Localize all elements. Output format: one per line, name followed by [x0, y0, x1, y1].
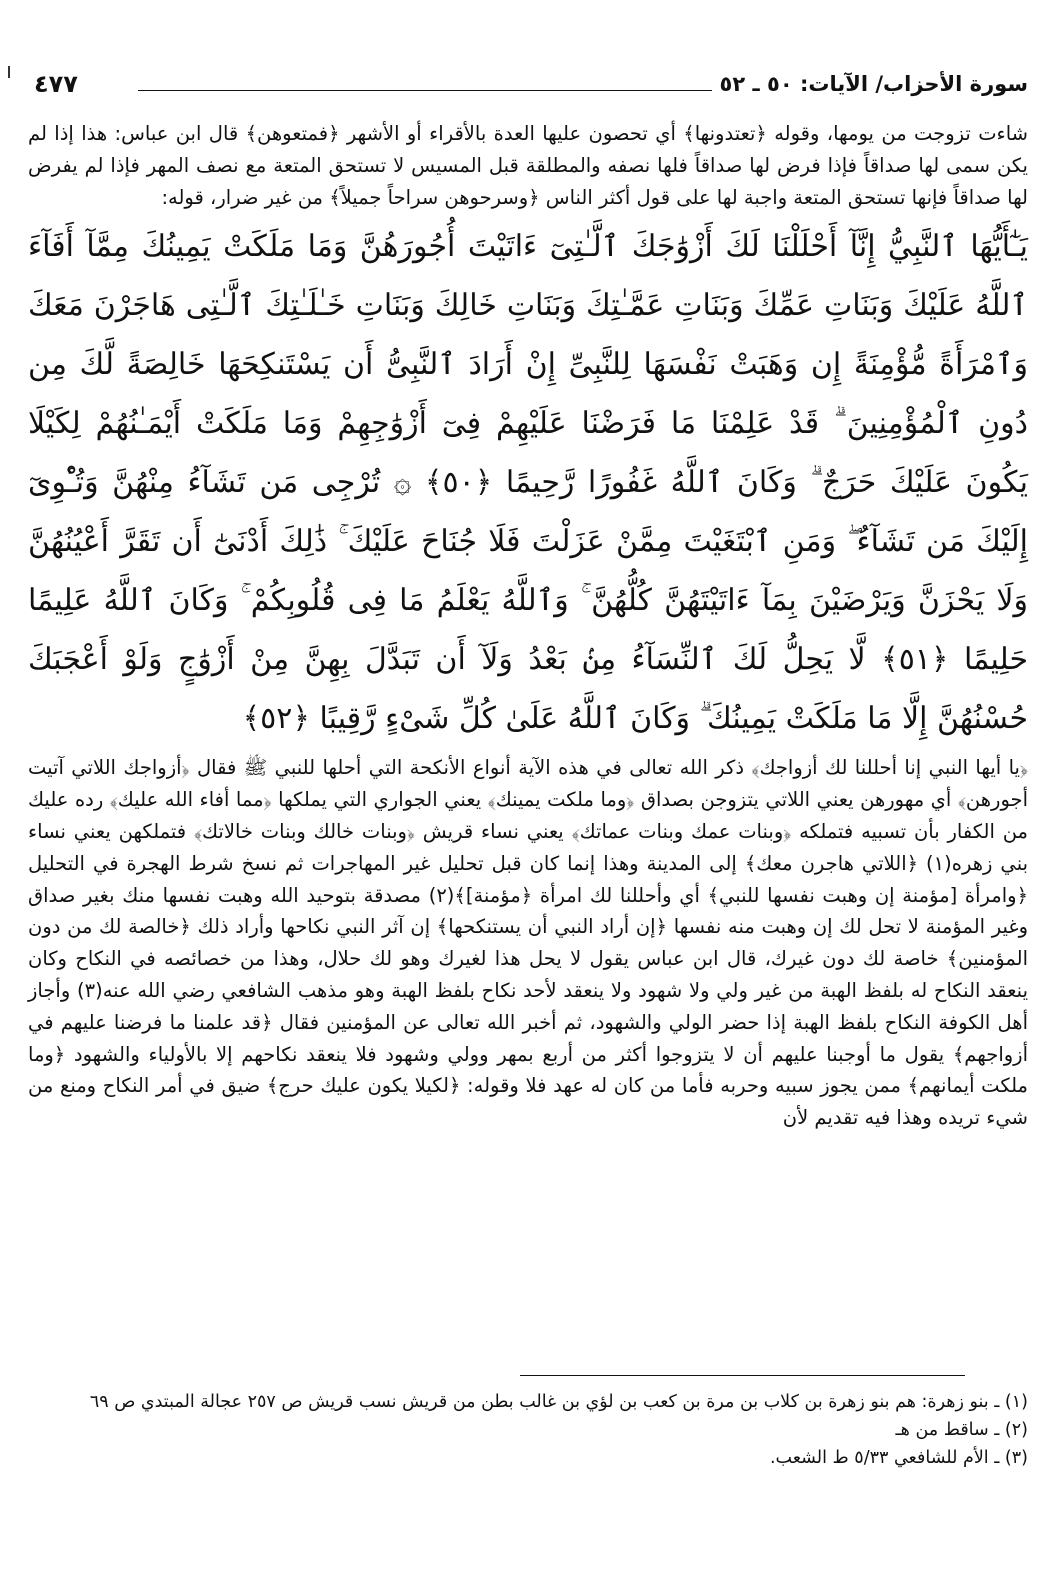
footnote-2: (٢) ـ ساقط من هـ	[895, 1420, 1028, 1440]
commentary-paragraph: ﴿يا أيها النبي إنا أحللنا لك أزواجك﴾ ذكر الله تعالى في هذه الآية أنواع الأنكحة التي أحلها للنبي ﷺ فقال ﴿أزواجك اللاتي آتيت أجورهن﴾ أي مهورهن يعني اللاتي يتزوجن بصداق ﴿وما ملكت يمينك﴾ يعني الجواري التي يملكها ﴿مما أفاء الله عليك﴾ رده عليك من الكفار بأن تسبيه فتملكه ﴿وبنات عمك وبنات عماتك﴾ يعني نساء قريش ﴿وبنات خالك وبنات خالاتك﴾ فتملكهن يعني نساء بني زهره(١) ﴿اللاتي هاجرن معك﴾ إلى المدينة وهذا إنما كان قبل تحليل غير المهاجرات ثم نسخ شرط الهجرة في التحليل ﴿وامرأة [مؤمنة إن وهبت نفسها للنبي﴾ أي وأحللنا لك امرأة ﴿مؤمنة]﴾(٢) مصدقة بتوحيد الله وهبت نفسها منك بغير صداق وغير المؤمنة لا تحل لك إن وهبت منه نفسها ﴿إن أراد النبي أن يستنكحها﴾ إن آثر النبي نكاحها وأراد ذلك ﴿خالصة لك من دون المؤمنين﴾ خاصة لك دون غيرك، قال ابن عباس يقول لا يحل هذا لغيرك وهو لك حلال، وهذا من خصائصه في النكاح وكان ينعقد النكاح له بلفظ الهبة من غير ولي ولا شهود ولا ينعقد لأحد نكاح بلفظ الهبة وهو مذهب الشافعي رضي الله عنه(٣) وأجاز أهل الكوفة النكاح بلفظ الهبة إذا حضر الولي والشهود، ثم أخبر الله تعالى عن المؤمنين فقال ﴿قد علمنا ما فرضنا عليهم في أزواجهم﴾ يقول ما أوجبنا عليهم أن لا يتزوجوا أكثر من أربع بمهر وولي وشهود فلا ينعقد نكاحهم إلا بالأولياء والشهود ﴿وما ملكت أيمانهم﴾ ممن يجوز سبيه وحربه فأما من كان له عهد فلا وقوله: ﴿لكيلا يكون عليك حرج﴾ ضيق في أمر النكاح ومنع من شيء تريده وهذا فيه تقديم لأن	[28, 756, 1029, 1130]
page-number: ٤٧٧	[34, 70, 78, 98]
footnote-1: (١) ـ بنو زهرة: هم بنو زهرة بن كلاب بن مرة بن كعب بن لؤي بن غالب بطن من قريش نسب قريش ص ٢٥٧ عجالة المبتدي ص ٦٩	[89, 1392, 1028, 1412]
page-header	[34, 72, 1028, 108]
running-title: سورة الأحزاب/ الآيات: ٥٠ ـ ٥٢	[719, 72, 1028, 96]
header-rule	[138, 90, 712, 91]
footnote-3: (٣) ـ الأم للشافعي ٥/٣٣ ط الشعب.	[769, 1448, 1028, 1468]
quran-verses: يَـٰٓأَيُّهَا ٱلنَّبِيُّ إِنَّآ أَحْلَلْنَا لَكَ أَزْوَٰجَكَ ٱلَّـٰتِىٓ ءَاتَيْتَ أُجُورَهُنَّ وَمَا مَلَكَتْ يَمِينُكَ مِمَّآ أَفَآءَ ٱللَّهُ عَلَيْكَ وَبَنَاتِ عَمِّكَ وَبَنَاتِ عَمَّـٰتِكَ وَبَنَاتِ خَالِكَ وَبَنَاتِ خَـٰلَـٰتِكَ ٱلَّـٰتِى هَاجَرْنَ مَعَكَ وَٱمْرَأَةً مُّؤْمِنَةً إِن وَهَبَتْ نَفْسَهَا لِلنَّبِىِّ إِنْ أَرَادَ ٱلنَّبِىُّ أَن يَسْتَنكِحَهَا خَالِصَةً لَّكَ مِن دُونِ ٱلْمُؤْمِنِينَ ۗ قَدْ عَلِمْنَا مَا فَرَضْنَا عَلَيْهِمْ فِىٓ أَزْوَٰجِهِمْ وَمَا مَلَكَتْ أَيْمَـٰنُهُمْ لِكَيْلَا يَكُونَ عَلَيْكَ حَرَجٌ ۗ وَكَانَ ٱللَّهُ غَفُورًا رَّحِيمًا ﴿٥٠﴾ ۞ تُرْجِى مَن تَشَآءُ مِنْهُنَّ وَتُـْٔوِىٓ إِلَيْكَ مَن تَشَآءُ ۖ وَمَنِ ٱبْتَغَيْتَ مِمَّنْ عَزَلْتَ فَلَا جُنَاحَ عَلَيْكَ ۚ ذَٰلِكَ أَدْنَىٰٓ أَن تَقَرَّ أَعْيُنُهُنَّ وَلَا يَحْزَنَّ وَيَرْضَيْنَ بِمَآ ءَاتَيْتَهُنَّ كُلُّهُنَّ ۚ وَٱللَّهُ يَعْلَمُ مَا فِى قُلُوبِكُمْ ۚ وَكَانَ ٱللَّهُ عَلِيمًا حَلِيمًا ﴿٥١﴾ لَّا يَحِلُّ لَكَ ٱلنِّسَآءُ مِنۢ بَعْدُ وَلَآ أَن تَبَدَّلَ بِهِنَّ مِنْ أَزْوَٰجٍ وَلَوْ أَعْجَبَكَ حُسْنُهُنَّ إِلَّا مَا مَلَكَتْ يَمِينُكَ ۗ وَكَانَ ٱللَّهُ عَلَىٰ كُلِّ شَىْءٍ رَّقِيبًا ﴿٥٢﴾	[28, 229, 1029, 737]
intro-paragraph: شاءت تزوجت من يومها، وقوله ﴿تعتدونها﴾ أي تحصون عليها العدة بالأقراء أو الأشهر ﴿فمتعوهن﴾ قال ابن عباس: هذا إذا لم يكن سمى لها صداقاً فإذا فرض لها صداقاً فلها نصفه والمطلقة قبل المسيس لا تستحق المتعة مع نصف المهر فإذا لم يفرض لها صداقاً فإنها تستحق المتعة واجبة لها على قول أكثر الناس ﴿وسرحوهن سراحاً جميلاً﴾ من غير ضرار، قوله:	[28, 122, 1028, 209]
footnote-separator	[520, 1375, 965, 1376]
page-body	[28, 118, 1028, 1134]
footnotes	[28, 1388, 1028, 1472]
margin-mark	[8, 66, 10, 78]
